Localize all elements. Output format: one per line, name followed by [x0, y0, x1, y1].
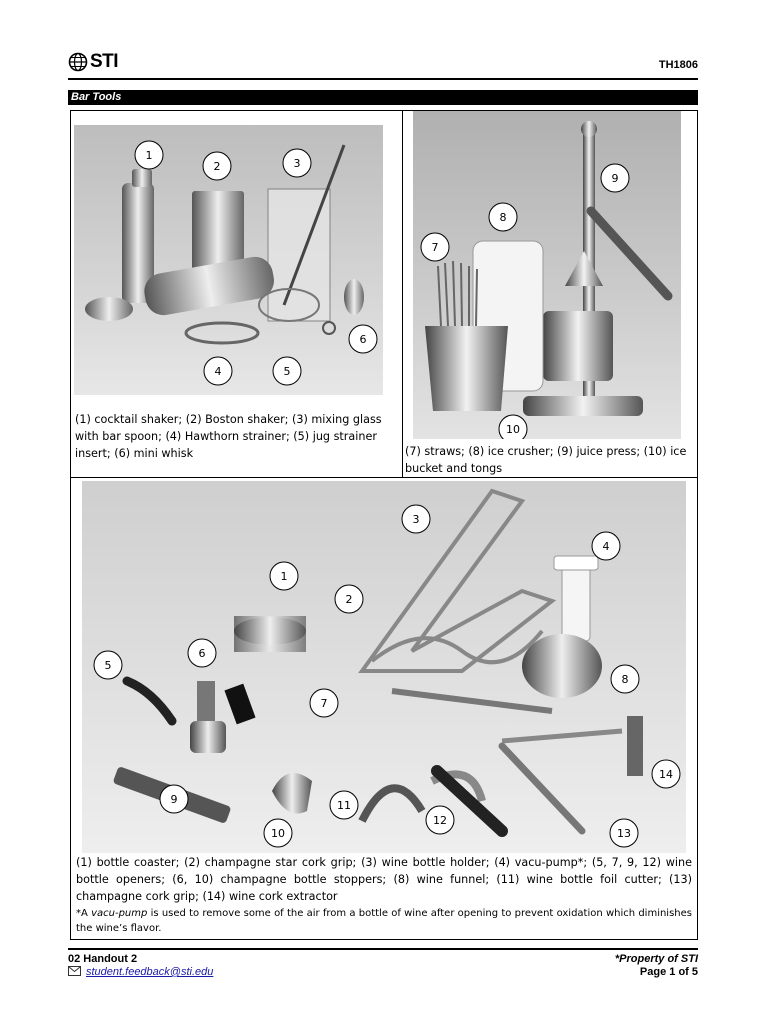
vacu-pump-footnote	[76, 906, 692, 936]
callout-tl-2: 2	[213, 160, 221, 173]
callout-tr-8: 8	[499, 211, 507, 224]
section-title: Bar Tools	[68, 90, 698, 105]
callout-b-6: 6	[198, 647, 206, 660]
callout-tl-5: 5	[283, 365, 291, 378]
row-divider	[71, 477, 697, 478]
tools-table	[70, 110, 698, 940]
callout-b-14: 14	[659, 768, 673, 781]
callout-b-8: 8	[621, 673, 629, 686]
caption-top-right: (7) straws; (8) ice crusher; (9) juice press; (10) ice bucket and tongs	[405, 445, 687, 475]
footer-left	[68, 953, 213, 979]
feedback-email-link[interactable]: student.feedback@sti.edu	[86, 966, 214, 978]
callout-b-1: 1	[280, 570, 288, 583]
globe-icon	[68, 52, 88, 72]
callout-b-4: 4	[602, 540, 610, 553]
callout-b-7: 7	[320, 697, 328, 710]
envelope-icon	[68, 966, 81, 976]
callout-b-9: 9	[170, 793, 178, 806]
logo-text: STI	[90, 51, 119, 72]
page-footer	[68, 948, 698, 990]
callout-tl-1: 1	[145, 149, 153, 162]
column-divider	[402, 111, 403, 477]
callout-tr-10: 10	[506, 423, 520, 436]
callout-b-11: 11	[337, 799, 351, 812]
page-number: Page 1 of 5	[639, 966, 698, 978]
photo-shakers-strainers	[74, 125, 383, 395]
footer-right	[615, 953, 698, 979]
footnote-rest: is used to remove some of the air from a bottle of wine after opening to prevent oxidation which diminishes the wine’s flavor.	[76, 908, 692, 934]
callout-tr-9: 9	[611, 172, 619, 185]
photo-crusher-press	[413, 111, 681, 439]
caption-bottom: (1) bottle coaster; (2) champagne star cork grip; (3) wine bottle holder; (4) vacu-pump*; (5, 7, 9, 12) wine bottle openers; (6, 10) champagne bottle stoppers; (8) wine funnel; (11) wine bottle foil cutter; (13) champagne cork grip; (14) wine cork extractor	[76, 856, 692, 903]
callout-tl-6: 6	[359, 333, 367, 346]
callout-b-12: 12	[433, 814, 447, 827]
callout-b-3: 3	[412, 513, 420, 526]
callout-b-10: 10	[271, 827, 285, 840]
footnote-prefix: *A	[76, 908, 92, 919]
handout-label: 02 Handout 2	[68, 953, 138, 965]
page-header	[68, 48, 698, 80]
footnote-term: vacu-pump	[91, 908, 148, 919]
callout-b-13: 13	[617, 827, 631, 840]
callout-tr-7: 7	[431, 241, 439, 254]
caption-top-left: (1) cocktail shaker; (2) Boston shaker; (3) mixing glass with bar spoon; (4) Hawthorn strainer; (5) jug strainer insert; (6) mini whisk	[75, 413, 382, 460]
callout-b-5: 5	[104, 659, 112, 672]
sti-logo	[68, 51, 118, 73]
photo-wine-tools	[82, 481, 686, 853]
callout-tl-4: 4	[214, 365, 222, 378]
callout-tl-3: 3	[293, 157, 301, 170]
callout-b-2: 2	[345, 593, 353, 606]
document-code: TH1806	[658, 59, 698, 71]
property-notice: *Property of STI	[614, 953, 698, 965]
